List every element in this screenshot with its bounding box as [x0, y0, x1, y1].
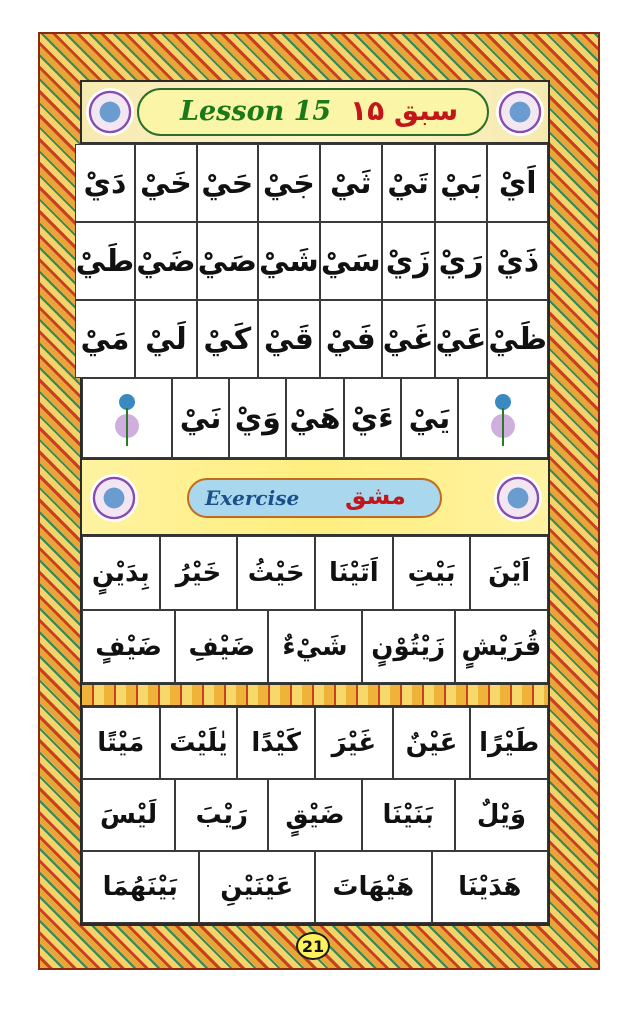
letter-cell: عَيْ: [435, 300, 488, 378]
letter-cell: دَيْ: [75, 144, 136, 222]
letter-cell: قَيْ: [258, 300, 320, 378]
letter-cell: اَتَيْنَا: [315, 536, 393, 610]
lesson-title-en: Lesson 15: [180, 96, 332, 127]
letter-cell: كَيْ: [197, 300, 258, 378]
letter-cell: صَيْ: [197, 222, 258, 300]
letter-cell: ضَيْقٍ: [268, 779, 361, 851]
exercise-row: [82, 779, 548, 851]
exercise-row: [82, 536, 548, 610]
letter-cell: غَيْرَ: [315, 707, 393, 779]
letter-cell: اَيْ: [487, 144, 548, 222]
decorative-divider: [82, 683, 548, 707]
letter-cell: شَيْءٌ: [268, 610, 361, 683]
letter-cell: حَيْثُ: [237, 536, 315, 610]
letter-cell: عَيْنٌ: [393, 707, 471, 779]
letter-cell: كَيْدًا: [237, 707, 315, 779]
exercise-title-en: Exercise: [205, 486, 300, 510]
letter-cell: يٰلَيْتَ: [160, 707, 238, 779]
letter-cell: بَنَيْنَا: [362, 779, 455, 851]
letter-cell: لَيْسَ: [82, 779, 175, 851]
floral-ornament-icon: [494, 474, 542, 522]
letter-cell: رَيْبَ: [175, 779, 268, 851]
letter-cell: جَيْ: [258, 144, 320, 222]
floral-ornament-icon: [458, 378, 548, 458]
letter-cell: ضَيْفٍ: [82, 610, 175, 683]
letter-cell: مَيْ: [75, 300, 136, 378]
letter-cell: ظَيْ: [487, 300, 548, 378]
page-number: 21: [296, 932, 330, 960]
floral-ornament-icon: [90, 474, 138, 522]
letter-cell: خَيْ: [135, 144, 196, 222]
floral-ornament-icon: [496, 88, 544, 136]
letter-cell: اَيْنَ: [470, 536, 548, 610]
floral-ornament-icon: [82, 378, 172, 458]
alphabet-row-4: [82, 378, 548, 458]
letter-cell: بَيْتِ: [393, 536, 471, 610]
letter-cell: غَيْ: [382, 300, 435, 378]
letter-cell: طَيْ: [75, 222, 136, 300]
letter-cell: حَيْ: [197, 144, 258, 222]
exercise-row: [82, 610, 548, 683]
letter-cell: لَيْ: [135, 300, 196, 378]
letter-cell: ضَيْ: [135, 222, 196, 300]
letter-cell: بَيْ: [435, 144, 488, 222]
letter-cell: فَيْ: [320, 300, 382, 378]
letter-cell: ضَيْفِ: [175, 610, 268, 683]
letter-cell: يَيْ: [401, 378, 458, 458]
letter-cell: رَيْ: [435, 222, 488, 300]
exercise-row: [82, 851, 548, 923]
letter-cell: نَيْ: [172, 378, 229, 458]
letter-cell: هَدَيْنَا: [432, 851, 549, 923]
letter-cell: مَيْتًا: [82, 707, 160, 779]
letter-cell: طَيْرًا: [470, 707, 548, 779]
exercise-title-ar: مشق: [345, 482, 406, 510]
letter-cell: خَيْرُ: [160, 536, 238, 610]
letter-cell: تَيْ: [382, 144, 435, 222]
floral-ornament-icon: [86, 88, 134, 136]
letter-cell: ءَيْ: [344, 378, 401, 458]
letter-cell: وَيْ: [229, 378, 286, 458]
letter-cell: زَيْ: [382, 222, 435, 300]
letter-cell: قُرَيْشٍ: [455, 610, 548, 683]
letter-cell: شَيْ: [258, 222, 320, 300]
letter-cell: هَيْ: [286, 378, 343, 458]
letter-cell: هَيْهَاتَ: [315, 851, 432, 923]
letter-cell: سَيْ: [320, 222, 382, 300]
letter-cell: ذَيْ: [487, 222, 548, 300]
letter-cell: بِدَيْنٍ: [82, 536, 160, 610]
lesson-title-ar: سبق ۱۵: [350, 94, 459, 127]
alphabet-grid: [75, 144, 548, 378]
exercise-row: [82, 707, 548, 779]
letter-cell: بَيْنَهُمَا: [82, 851, 199, 923]
letter-cell: عَيْنَيْنِ: [199, 851, 316, 923]
letter-cell: زَيْتُوْنٍ: [362, 610, 455, 683]
letter-cell: ثَيْ: [320, 144, 382, 222]
letter-cell: وَيْلٌ: [455, 779, 548, 851]
